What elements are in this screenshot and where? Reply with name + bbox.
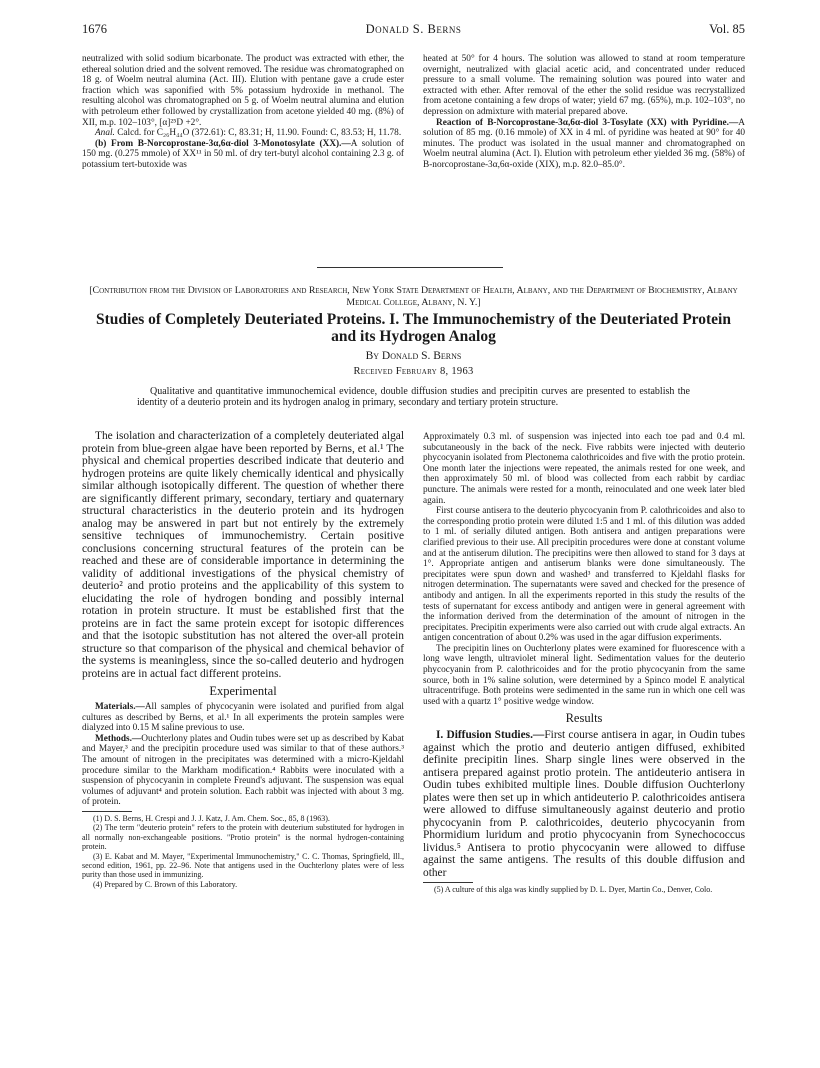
intro-paragraph: The isolation and characterization of a completely deuteriated algal protein from blue-green algae have been reported by Berns, et al.¹ The physical and chemical properties described indicate that deuterio and hydrogen proteins are quite likely chemically identical and physically similar although isotopically different. The question of whether there are significantly different primary, secondary, tertiary and quaternary structural characteristics in the deuterio protein and its hydrogen analog may be answered in part but not entirely by the extremely sensitive techniques of immunochemistry. Certain positive conclusions concerning structural features of the protein can be reached and these are of considerable importance in determining the validity of additional investigations of the physical chemistry of deuterio² and protio proteins and the applicability of this system to elucidating the role of hydrogen bonding and possibly internal rotation in protein structure. It must be established first that the proteins are in fact the same protein except for isotopic differences and that the isotopic substitution has not altered the over-all protein structure so that comparison of the physical and chemical behavior of the systems is meaningless, since the so-called deuterio and hydrogen proteins are in actual fact different proteins. <box>82 430 404 680</box>
footnote-rule <box>423 882 473 883</box>
top-right-column <box>423 54 745 171</box>
paragraph: First course antisera to the deuterio phycocyanin from P. calothricoides and also to the corresponding protio protein were diluted 1:5 and 1 ml. of this dilution was added to 1 ml. of serially diluted antigen. Both antisera and antigen preparations were clarified previous to their use. All precipitin procedures were done at constant volume and at the antiserum dilution. The precipitins were then allowed to stand for 3 days at 1°. Appropriate antigen and antiserum blanks were done simultaneously. The precipitates were spun down and washed³ and transferred to Kjeldahl flasks for nitrogen determination. The supernatants were saved and checked for the presence of antibody and antigen. In all the experiments reported in this study the results of the tests of supernatant for excess antibody and antigen were in general agreement with the information derived from the determination of the amount of nitrogen in the precipitates. Precipitin experiments were also carried out with crude algal extracts. An antigen concentration of about 0.2% was used in the agar diffusion experiments. <box>423 506 745 644</box>
materials-paragraph <box>82 702 404 734</box>
results-paragraph <box>423 729 745 879</box>
abstract: Qualitative and quantitative immunochemical evidence, double diffusion studies and precipitin curves are presented to establish the identity of a deuterio protein and its hydrogen analog in primary, secondary and tertiary protein structure. <box>137 386 690 408</box>
paragraph: neutralized with solid sodium bicarbonate. The product was extracted with ether, the ethereal solution dried and the solvent removed. The residue was chromatographed on 18 g. of Woelm neutral alumina (Act. III). Elution with pentane gave a crude ester fraction which was saponified with 5% potassium hydroxide in methanol. The resulting alcohol was chromatographed on 5 g. of Woelm neutral alumina and elution with petroleum ether followed by crystallization from acetone yielded 40 mg. (8%) of XII, m.p. 102–103°, [α]²⁵D +2°. <box>82 54 404 128</box>
top-left-column <box>82 54 404 171</box>
methods-text: Ouchterlony plates and Oudin tubes were set up as described by Kabat and Mayer,³ and the precipitin procedure used was similar to that of these authors.³ The amount of nitrogen in the precipitates was determined with a micro-Kjeldahl procedure similar to the Markham modification.⁴ Rabbits were inoculated with a suspension of phycocyanin in complete Freund's adjuvant. The suspension was equal volumes of adjuvant⁴ and protein solution. Each rabbit was injected with about 3 mg. of protein. <box>82 733 404 808</box>
reaction-heading: Reaction of B-Norcoprostane-3α,6α-diol 3-Tosylate (XX) with Pyridine.— <box>436 117 739 128</box>
article-divider <box>317 267 503 268</box>
footnote-5: (5) A culture of this alga was kindly supplied by D. L. Dyer, Martin Co., Denver, Colo. <box>434 885 713 895</box>
diffusion-studies-heading: I. Diffusion Studies.— <box>436 729 545 742</box>
procedure-b-paragraph <box>82 139 404 171</box>
footnote-rule <box>82 811 132 812</box>
contribution-line: [Contribution from the Division of Laboratories and Research, New York State Department of Health, Albany, and the Department of Biochemistry, Albany Medical College, Albany, N. Y.] <box>89 285 738 308</box>
procedure-b-heading: (b) From B-Norcoprostane-3α,6α-diol 3-Monotosylate (XX).— <box>95 138 351 149</box>
materials-heading: Materials.— <box>95 702 145 712</box>
body-right-column <box>423 432 745 895</box>
diffusion-studies-text: First course antisera in agar, in Oudin tubes against which the protio and deuterio antigen diffused, exhibited definite precipitin lines. Sharp single lines were observed in the antisera prepared against protio protein. The antideuterio antisera in Oudin tubes exhibited multiple lines. Double diffusion Ouchterlony plates were then set up in which antideuterio P. calothricoides antisera were allowed to diffuse simultaneously against deuterio and protio phycocyanin from P. calothricoides, deuterio phycocyanin from Phormidium luridum and protio phycocyanin from Synechococcus lividus.⁵ Antisera to protio phycocyanin were allowed to diffuse against the same antigens. The results of this double diffusion and other <box>423 729 746 879</box>
paragraph: heated at 50° for 4 hours. The solution was allowed to stand at room temperature overnight, neutralized with glacial acetic acid, and concentrated under reduced pressure to a small volume. The remaining solution was poured into water and extracted with ether. After removal of the ether the solid residue was recrystallized from acetone containing a few drops of water; yield 67 mg. (65%), m.p. 102–103°, no depression on admixture with material prepared above. <box>423 54 745 117</box>
page-number: 1676 <box>82 22 107 36</box>
volume-number: Vol. 85 <box>709 22 745 36</box>
footnote-4: (4) Prepared by C. Brown of this Laboratory. <box>93 879 238 889</box>
reaction-paragraph <box>423 118 745 171</box>
experimental-heading: Experimental <box>209 684 277 698</box>
footnote-1: (1) D. S. Berns, H. Crespi and J. J. Katz, J. Am. Chem. Soc., 85, 8 (1963). <box>93 813 330 823</box>
running-head-author: Donald S. Berns <box>365 22 462 36</box>
paragraph: Approximately 0.3 ml. of suspension was injected into each toe pad and 0.4 ml. subcutaneously in the back of the neck. Five rabbits were injected with deuterio phycocyanin isolated from Plectonema calothricoides and five with the protio protein. One month later the injections were repeated, the animals rested for one week, and then approximately 50 ml. of blood was collected from each rabbit by cardiac puncture. The animals were rested for a month, reinoculated and one week later bled again. <box>423 432 745 506</box>
running-head <box>82 22 745 38</box>
body-left-column <box>82 430 404 889</box>
footnote-3: (3) E. Kabat and M. Mayer, "Experimental Immunochemistry," C. C. Thomas, Springfield, Ill., second edition, 1961, pp. 22–96. Note that antigens used in the Ouchterlony plates were of less purity than those used in immunizing. <box>82 851 404 880</box>
results-heading: Results <box>565 711 603 726</box>
paragraph: The precipitin lines on Ouchterlony plates were examined for fluorescence with a long wave length, ultraviolet mineral light. Sedimentation values for the deuterio phycocyanin from P. calothricoides and for the protio phycocyanin from the same source, both in 1% saline solution, were determined by a Spinco model E analytical ultracentrifuge. Both proteins were sedimented in the same run in which one cell was used with a quartz 1° positive wedge window. <box>423 643 745 707</box>
anal-text: Calcd. for C₂₆H₄₄O (372.61): C, 83.31; H, 11.90. Found: C, 83.53; H, 11.78. <box>114 128 402 139</box>
article-title: Studies of Completely Deuteriated Proteins. I. The Immunochemistry of the Deuteriated Protein and its Hydrogen Analog <box>96 311 731 345</box>
anal-lead: Anal. <box>95 128 115 139</box>
procedure-b-text: A solution of 150 mg. (0.275 mmole) of XX¹¹ in 50 ml. of dry tert-butyl alcohol containing 2.3 g. of potassium tert-butoxide was <box>82 138 404 170</box>
reaction-text: A solution of 85 mg. (0.16 mmole) of XX in 4 ml. of pyridine was heated at 90° for 40 minutes. The product was isolated in the usual manner and chromatographed on Woelm neutral alumina (Act. I). Elution with petroleum ether yielded 36 mg. (58%) of B-norcoprostane-3α,6α-oxide (XIX), m.p. 82.0–85.0°. <box>423 117 745 170</box>
materials-text: All samples of phycocyanin were isolated and purified from algal cultures as described by Berns, et al.¹ In all experiments the protein samples were dialyzed into 0.15 M saline previous to use. <box>82 702 404 734</box>
analysis-paragraph <box>82 128 404 139</box>
footnote-2: (2) The term "deuterio protein" refers to the protein with deuterium substituted for hydrogen in all normally non-exchangeable positions. "Protio protein" is the normal hydrogen-containing protein. <box>82 823 404 852</box>
received-date: Received February 8, 1963 <box>353 366 474 377</box>
methods-paragraph <box>82 734 404 808</box>
byline: By Donald S. Berns <box>365 350 462 362</box>
methods-heading: Methods.— <box>95 733 142 744</box>
